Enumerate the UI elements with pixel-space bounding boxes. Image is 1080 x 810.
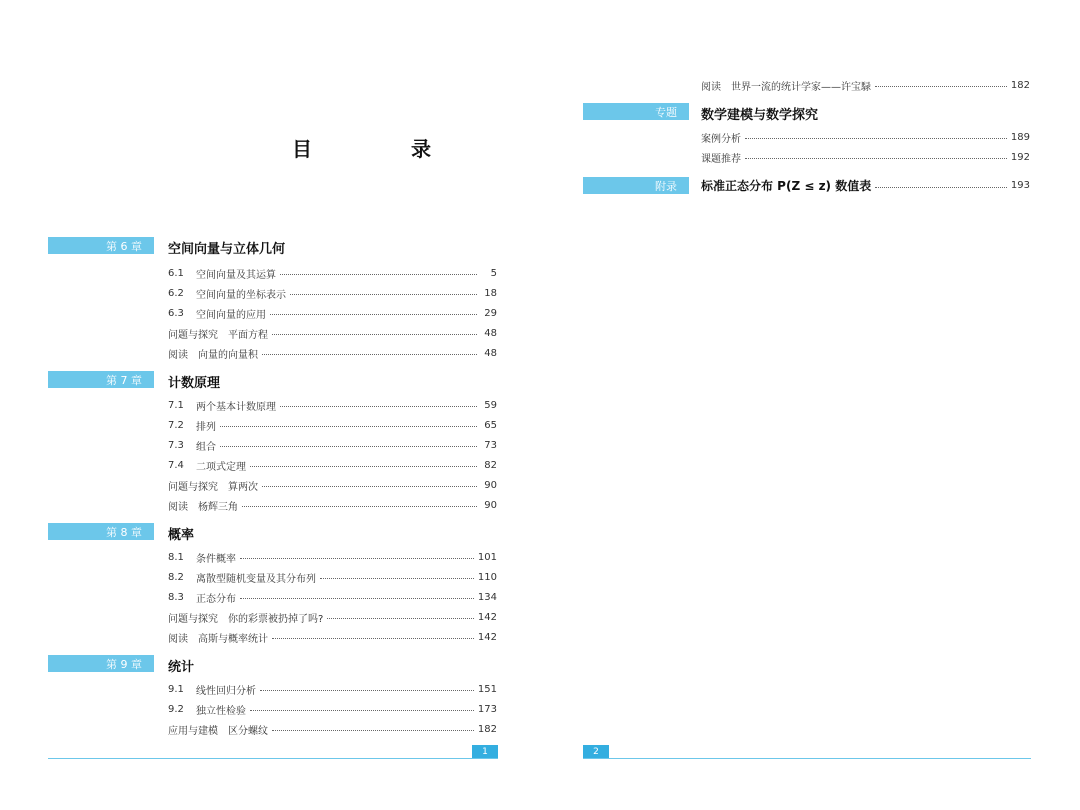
page-number: 48	[484, 347, 497, 359]
section-title: 离散型随机变量及其分布列	[196, 573, 316, 585]
chapter-title: 统计	[168, 660, 195, 675]
dot-leader	[280, 406, 477, 407]
toc-entry[interactable]	[168, 630, 497, 644]
dot-leader	[327, 618, 474, 619]
toc-entry[interactable]	[168, 326, 497, 340]
toc-entry[interactable]	[168, 682, 497, 696]
page-number: 48	[484, 327, 497, 339]
dot-leader	[250, 466, 477, 467]
section-title: 阅读 世界一流的统计学家——许宝騄	[701, 81, 871, 93]
toc-entry[interactable]	[168, 398, 497, 412]
page-number-badge: 1	[472, 745, 498, 758]
section-number: 6.3	[168, 307, 184, 319]
section-title: 阅读 高斯与概率统计	[168, 633, 268, 645]
section-title: 空间向量的坐标表示	[196, 289, 286, 301]
section-title: 空间向量的应用	[196, 309, 266, 321]
section-number: 8.3	[168, 591, 184, 603]
special-topic-title: 数学建模与数学探究	[701, 108, 819, 123]
section-number: 7.1	[168, 399, 184, 411]
section-title: 线性回归分析	[196, 685, 256, 697]
section-title: 组合	[196, 441, 216, 453]
section-title: 课题推荐	[701, 153, 741, 165]
dot-leader	[240, 558, 474, 559]
section-title: 应用与建模 区分螺纹	[168, 725, 268, 737]
chapter-tag: 第 6 章	[48, 237, 154, 254]
dot-leader	[260, 690, 474, 691]
dot-leader	[270, 314, 477, 315]
toc-entry[interactable]	[168, 346, 497, 360]
section-title: 二项式定理	[196, 461, 246, 473]
toc-entry[interactable]	[168, 306, 497, 320]
section-number: 6.2	[168, 287, 184, 299]
section-number: 9.1	[168, 683, 184, 695]
page-number: 5	[490, 267, 497, 279]
appendix-tag: 附录	[583, 177, 689, 194]
section-number: 8.1	[168, 551, 184, 563]
section-title: 阅读 杨辉三角	[168, 501, 238, 513]
appendix-title: 标准正态分布 P(Z ≤ z) 数值表	[701, 178, 872, 193]
page-number: 90	[484, 499, 497, 511]
page-title: 目 录	[292, 137, 477, 161]
dot-leader	[272, 638, 474, 639]
footer-rule	[583, 758, 1031, 759]
toc-entry[interactable]	[168, 610, 497, 624]
dot-leader	[242, 506, 477, 507]
page-number: 59	[484, 399, 497, 411]
toc-entry[interactable]	[168, 570, 497, 584]
toc-entry[interactable]	[168, 722, 497, 736]
toc-entry[interactable]	[168, 458, 497, 472]
footer-rule	[48, 758, 498, 759]
section-number: 8.2	[168, 571, 184, 583]
chapter-title: 计数原理	[168, 376, 221, 391]
toc-entry[interactable]	[168, 702, 497, 716]
page-number: 101	[477, 551, 497, 563]
appendix-entry[interactable]	[701, 177, 1030, 193]
dot-leader	[262, 486, 477, 487]
section-number: 7.4	[168, 459, 184, 471]
dot-leader	[320, 578, 474, 579]
page-number: 142	[477, 631, 497, 643]
dot-leader	[280, 274, 477, 275]
toc-entry[interactable]	[168, 418, 497, 432]
toc-entry[interactable]	[168, 266, 497, 280]
page-number: 151	[477, 683, 497, 695]
page-number: 82	[484, 459, 497, 471]
page-number: 18	[484, 287, 497, 299]
page-number: 189	[1010, 131, 1030, 143]
section-number: 7.2	[168, 419, 184, 431]
section-number: 7.3	[168, 439, 184, 451]
section-title: 条件概率	[196, 553, 236, 565]
dot-leader	[272, 730, 474, 731]
section-title: 两个基本计数原理	[196, 401, 276, 413]
chapter-tag: 第 9 章	[48, 655, 154, 672]
page-number: 182	[1010, 79, 1030, 91]
section-title: 问题与探究 算两次	[168, 481, 258, 493]
dot-leader	[745, 138, 1007, 139]
page-number-badge: 2	[583, 745, 609, 758]
section-title: 问题与探究 平面方程	[168, 329, 268, 341]
section-number: 6.1	[168, 267, 184, 279]
section-title: 问题与探究 你的彩票被扔掉了吗?	[168, 613, 324, 625]
dot-leader	[272, 334, 477, 335]
page-number: 134	[477, 591, 497, 603]
section-title: 正态分布	[196, 593, 236, 605]
chapter-title: 空间向量与立体几何	[168, 242, 286, 257]
page-number: 192	[1010, 151, 1030, 163]
page-number: 65	[484, 419, 497, 431]
dot-leader	[262, 354, 477, 355]
toc-entry[interactable]	[168, 550, 497, 564]
toc-entry[interactable]	[168, 590, 497, 604]
page-number: 29	[484, 307, 497, 319]
dot-leader	[220, 446, 477, 447]
toc-entry[interactable]	[168, 438, 497, 452]
dot-leader	[290, 294, 477, 295]
section-title: 案例分析	[701, 133, 741, 145]
page-number: 182	[477, 723, 497, 735]
section-title: 独立性检验	[196, 705, 246, 717]
page-number: 73	[484, 439, 497, 451]
chapter-tag: 第 7 章	[48, 371, 154, 388]
page-number: 90	[484, 479, 497, 491]
dot-leader	[875, 187, 1007, 188]
page-number: 193	[1010, 179, 1030, 191]
section-title: 空间向量及其运算	[196, 269, 276, 281]
page-number: 173	[477, 703, 497, 715]
dot-leader	[745, 158, 1007, 159]
dot-leader	[240, 598, 474, 599]
toc-entry[interactable]	[168, 286, 497, 300]
section-number: 9.2	[168, 703, 184, 715]
dot-leader	[875, 86, 1007, 87]
toc-entry[interactable]	[168, 478, 497, 492]
toc-entry[interactable]	[701, 78, 1030, 92]
page-number: 110	[477, 571, 497, 583]
section-title: 阅读 向量的向量积	[168, 349, 258, 361]
special-topic-tag: 专题	[583, 103, 689, 120]
chapter-tag: 第 8 章	[48, 523, 154, 540]
dot-leader	[250, 710, 474, 711]
toc-entry[interactable]	[701, 150, 1030, 164]
dot-leader	[220, 426, 477, 427]
section-title: 排列	[196, 421, 216, 433]
page-number: 142	[477, 611, 497, 623]
toc-entry[interactable]	[701, 130, 1030, 144]
toc-entry[interactable]	[168, 498, 497, 512]
chapter-title: 概率	[168, 528, 195, 543]
